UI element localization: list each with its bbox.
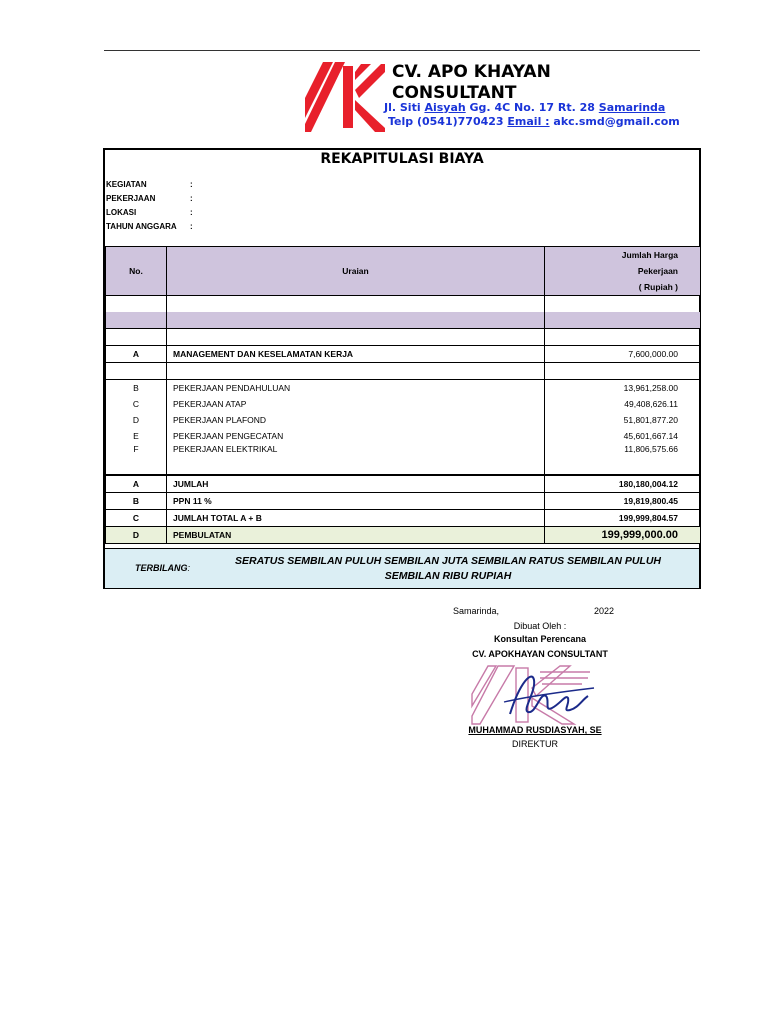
meta-label: KEGIATAN <box>106 180 147 189</box>
meta-row <box>106 192 193 206</box>
rounding-desc: PEMBULATAN <box>167 527 545 544</box>
total-no: C <box>106 510 167 527</box>
row-amount: 49,408,626.11 <box>545 396 701 412</box>
made-by: Dibuat Oleh : <box>513 621 567 631</box>
table-row <box>106 346 701 363</box>
spacer-row <box>106 329 701 346</box>
col-amount-line1: Jumlah Harga <box>621 250 678 260</box>
row-no: A <box>106 346 167 363</box>
table-row <box>106 428 701 444</box>
col-amount-line2: Pekerjaan <box>637 266 678 276</box>
firm-name: CV. APOKHAYAN CONSULTANT <box>472 649 608 659</box>
top-rule <box>104 50 700 51</box>
project-meta <box>106 178 193 234</box>
total-no: B <box>106 493 167 510</box>
amount-in-words <box>105 548 699 588</box>
row-desc: MANAGEMENT DAN KESELAMATAN KERJA <box>167 346 545 363</box>
row-amount: 7,600,000.00 <box>545 346 701 363</box>
row-desc: PEKERJAAN PENGECATAN <box>167 428 545 444</box>
meta-row <box>106 206 193 220</box>
table-row <box>106 380 701 397</box>
email-value: akc.smd@gmail.com <box>549 115 680 128</box>
terbilang-label-text: TERBILANG <box>135 563 188 573</box>
meta-sep: : <box>190 194 193 203</box>
row-no: F <box>106 444 167 475</box>
contact-line <box>384 115 680 129</box>
document-title: REKAPITULASI BIAYA <box>320 151 484 167</box>
company-logo-icon <box>305 62 385 132</box>
meta-sep: : <box>190 180 193 189</box>
spacer-row <box>106 296 701 313</box>
company-name <box>392 62 551 104</box>
meta-sep: : <box>190 208 193 217</box>
col-no-header: No. <box>106 247 167 296</box>
stamp-signature-icon <box>470 662 600 726</box>
row-no: E <box>106 428 167 444</box>
signature-year: 2022 <box>594 606 615 616</box>
meta-row <box>106 220 193 234</box>
total-amount: 19,819,800.45 <box>545 493 701 510</box>
address-prefix: Jl. Siti <box>384 101 425 114</box>
company-name-line2: CONSULTANT <box>392 83 517 103</box>
row-no: C <box>106 396 167 412</box>
meta-label: TAHUN ANGGARA <box>106 222 177 231</box>
table-row <box>106 412 701 428</box>
signer-name: MUHAMMAD RUSDIASYAH, SE <box>468 725 602 735</box>
meta-sep: : <box>190 222 193 231</box>
shaded-spacer-row <box>106 312 701 329</box>
terbilang-colon: : <box>187 563 191 573</box>
total-no: A <box>106 475 167 493</box>
row-desc: PEKERJAAN PLAFOND <box>167 412 545 428</box>
table-row <box>106 444 701 475</box>
col-amount-header <box>545 247 701 296</box>
row-amount: 11,806,575.66 <box>545 444 701 475</box>
col-desc-header: Uraian <box>167 247 545 296</box>
meta-row <box>106 178 193 192</box>
rounding-amount: 199,999,000.00 <box>545 527 701 544</box>
email-label: Email : <box>507 115 550 128</box>
meta-label: LOKASI <box>106 208 137 217</box>
signature-place: Samarinda, <box>453 606 500 616</box>
total-row <box>106 493 701 510</box>
signer-title: DIREKTUR <box>511 739 558 749</box>
phone: Telp (0541)770423 <box>388 115 508 128</box>
total-amount: 199,999,804.57 <box>545 510 701 527</box>
row-desc: PEKERJAAN PENDAHULUAN <box>167 380 545 397</box>
terbilang-label <box>135 563 190 573</box>
company-address <box>384 101 680 129</box>
address-line <box>384 101 680 115</box>
total-desc: JUMLAH TOTAL A + B <box>167 510 545 527</box>
total-desc: PPN 11 % <box>167 493 545 510</box>
table-row <box>106 396 701 412</box>
row-amount: 13,961,258.00 <box>545 380 701 397</box>
meta-label: PEKERJAAN <box>106 194 156 203</box>
company-name-line1: CV. APO KHAYAN <box>392 62 551 82</box>
rounding-no: D <box>106 527 167 544</box>
address-street: Aisyah <box>424 101 466 114</box>
address-city: Samarinda <box>598 101 666 114</box>
table-header-row <box>106 247 701 296</box>
row-amount: 51,801,877.20 <box>545 412 701 428</box>
row-no: B <box>106 380 167 397</box>
total-desc: JUMLAH <box>167 475 545 493</box>
row-desc: PEKERJAAN ATAP <box>167 396 545 412</box>
total-row <box>106 510 701 527</box>
recap-table <box>105 246 701 544</box>
consultant-role: Konsultan Perencana <box>493 634 587 644</box>
terbilang-text: SERATUS SEMBILAN PULUH SEMBILAN JUTA SEMBILAN RATUS SEMBILAN PULUH SEMBILAN RIBU RUPIAH <box>234 555 662 582</box>
row-no: D <box>106 412 167 428</box>
recap-frame <box>103 148 701 589</box>
total-row <box>106 475 701 493</box>
rounding-row <box>106 527 701 544</box>
row-amount: 45,601,667.14 <box>545 428 701 444</box>
total-amount: 180,180,004.12 <box>545 475 701 493</box>
row-desc: PEKERJAAN ELEKTRIKAL <box>167 444 545 475</box>
col-amount-line3: ( Rupiah ) <box>638 282 678 292</box>
address-mid: Gg. 4C No. 17 Rt. 28 <box>465 101 599 114</box>
spacer-row <box>106 363 701 380</box>
